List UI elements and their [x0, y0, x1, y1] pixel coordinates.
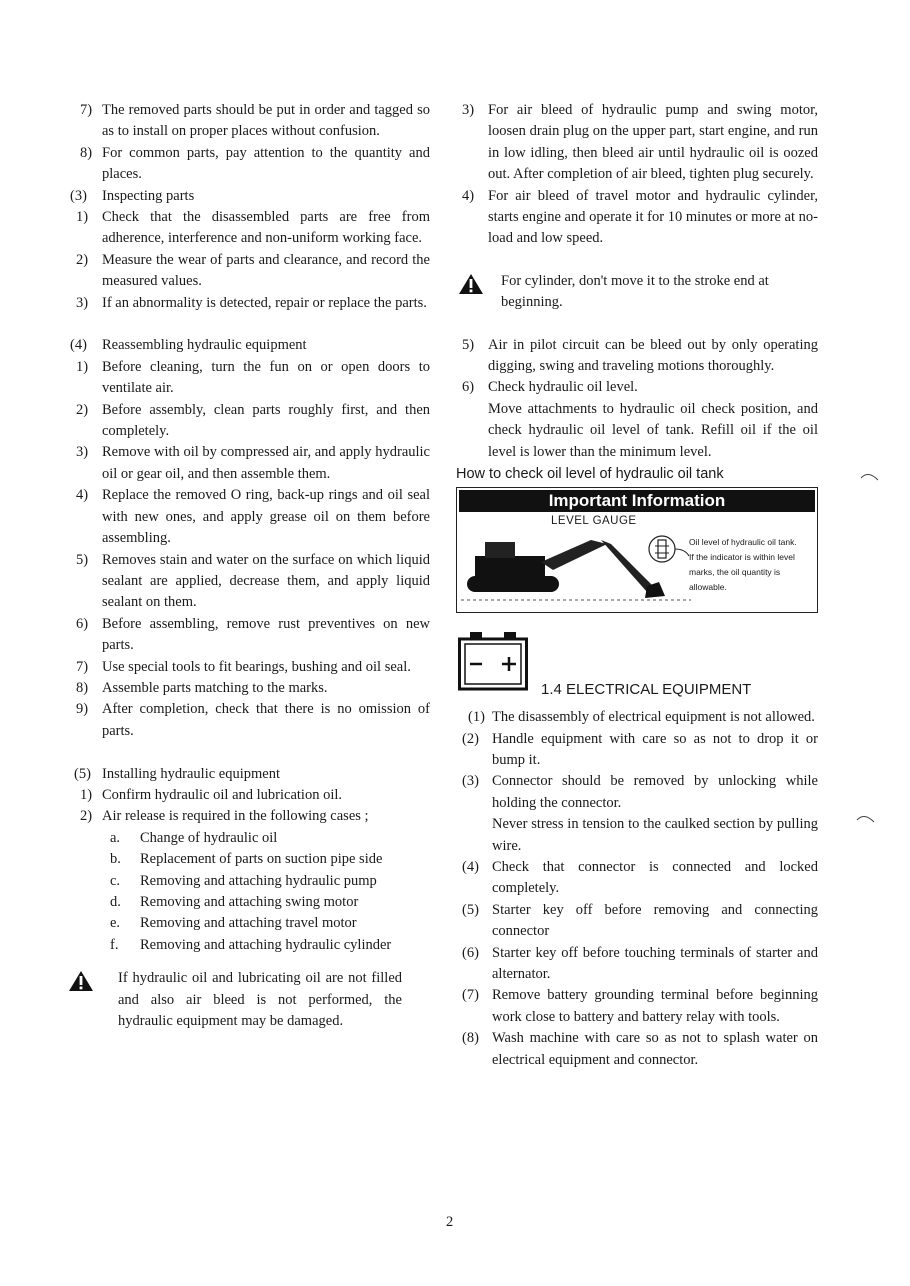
list-item [458, 1028, 818, 1071]
warning-triangle-icon [458, 273, 484, 302]
item-number: 3) [76, 294, 89, 311]
section-heading [68, 335, 430, 356]
list-item [68, 442, 430, 485]
item-text: Removing and attaching swing motor [140, 894, 359, 910]
gauge-note-line: marks, the oil quantity is [689, 567, 781, 578]
list-item [458, 186, 818, 250]
list-item [458, 729, 818, 772]
gauge-note-line: allowable. [689, 582, 727, 593]
page-number: 2 [446, 1214, 454, 1230]
item-number: 7) [80, 102, 93, 118]
list-item [458, 377, 818, 398]
warning-note [68, 968, 402, 1032]
item-text: Installing hydraulic equipment [102, 765, 280, 782]
item-body [458, 399, 818, 463]
item-text: Handle equipment with care so as not to drop it or bump it. [492, 730, 818, 768]
item-number: 1) [80, 786, 93, 803]
item-number: 2) [76, 251, 89, 268]
list-item [458, 985, 818, 1028]
item-text: Wash machine with care so as not to splash water on electrical equipment and connector. [492, 1030, 818, 1068]
list-item [68, 614, 430, 657]
item-text: Measure the wear of parts and clearance, and record the measured values. [102, 251, 430, 290]
item-number: 6) [462, 379, 475, 396]
item-text: Air release is required in the following cases ; [102, 808, 369, 825]
item-text: For air bleed of hydraulic pump and swing motor, loosen drain plug on the upper part, start engine, and run in low idling, then bleed air until hydraulic oil is oozed out. After completion of air bleed, tighten plug securely. [488, 102, 818, 183]
list-item [458, 900, 818, 943]
sub-list-item [68, 871, 430, 892]
item-number: (3) [462, 773, 479, 790]
warning-triangle-icon [68, 970, 94, 999]
item-text: Replacement of parts on suction pipe side [140, 851, 383, 868]
sub-list-item [68, 892, 430, 913]
list-item [68, 143, 430, 186]
list-item [68, 100, 430, 143]
item-number: 3) [76, 444, 89, 461]
item-number: a. [110, 829, 121, 846]
list-item [68, 207, 430, 250]
item-number: b. [110, 851, 121, 868]
item-number: e. [110, 915, 121, 932]
item-text: Replace the removed O ring, back-up rings and oil seal with new ones, and apply grease oil on them before assembling. [102, 487, 430, 547]
list-item [68, 785, 430, 806]
warning-text: If hydraulic oil and lubricating oil are not filled and also air bleed is not performed, the hydraulic equipment may be damaged. [118, 970, 402, 1030]
excavator-illustration [461, 526, 701, 606]
list-item [458, 943, 818, 986]
sub-list-item [68, 828, 430, 849]
item-number: 4) [76, 487, 89, 504]
item-text: Connector should be removed by unlocking while holding the connector. [492, 773, 818, 811]
list-item [68, 806, 430, 827]
item-number: (3) [70, 187, 87, 204]
list-item [68, 485, 430, 549]
list-item [458, 335, 818, 378]
list-item [458, 707, 818, 728]
scan-mark [856, 812, 876, 824]
electrical-section-header [458, 629, 818, 707]
item-number: 1) [76, 209, 89, 226]
list-item [68, 699, 430, 742]
item-text: Check hydraulic oil level. [488, 379, 638, 396]
list-item [68, 550, 430, 614]
section-heading [68, 764, 430, 785]
item-number: (5) [74, 765, 91, 782]
item-number: 3) [462, 102, 475, 118]
item-number: 6) [76, 615, 89, 632]
warning-note [458, 271, 791, 314]
left-column [68, 100, 430, 1032]
right-column [458, 100, 818, 1071]
sub-list-item [68, 913, 430, 934]
item-number: d. [110, 894, 121, 910]
item-text: Starter key off before removing and connecting connector [492, 901, 818, 940]
item-text: Starter key off before touching terminals of starter and alternator. [492, 944, 818, 982]
important-information-box [456, 487, 818, 613]
item-text: Air in pilot circuit can be bleed out by only operating digging, swing and traveling motions thoroughly. [488, 336, 818, 375]
item-number: 1) [76, 358, 89, 375]
item-number: 9) [76, 701, 89, 718]
item-text: Use special tools to fit bearings, bushing and oil seal. [102, 658, 411, 675]
item-number: (7) [462, 987, 479, 1004]
list-item [68, 250, 430, 293]
section-heading [68, 186, 430, 207]
item-text: Reassembling hydraulic equipment [102, 337, 307, 354]
item-text: If an abnormality is detected, repair or replace the parts. [102, 294, 427, 311]
item-text: Check that the disassembled parts are free from adherence, interference and non-uniform working face. [102, 209, 430, 247]
list-item [68, 657, 430, 678]
item-number: (5) [462, 901, 479, 918]
list-item [458, 100, 818, 186]
battery-icon [458, 629, 528, 691]
item-number: 2) [76, 401, 89, 418]
item-text: Never stress in tension to the caulked section by pulling wire. [492, 816, 818, 854]
scan-mark [860, 470, 880, 482]
item-text: Assemble parts matching to the marks. [102, 679, 328, 696]
item-text: For common parts, pay attention to the quantity and places. [102, 144, 430, 183]
list-item [458, 857, 818, 900]
item-number: (2) [462, 730, 479, 747]
item-text: The removed parts should be put in order and tagged so as to install on proper places without confusion. [102, 102, 430, 140]
sub-list-item [68, 849, 430, 870]
list-item [68, 357, 430, 400]
item-text: Removing and attaching hydraulic pump [140, 872, 377, 889]
item-number: (1) [468, 709, 485, 726]
item-number: (8) [462, 1030, 479, 1047]
item-text: Removing and attaching travel motor [140, 915, 357, 932]
item-text: Before cleaning, turn the fun on or open doors to ventilate air. [102, 358, 430, 397]
item-text: Before assembling, remove rust preventives on new parts. [102, 615, 430, 654]
item-number: (4) [462, 858, 479, 875]
item-text: Remove battery grounding terminal before beginning work close to battery and battery relay with tools. [492, 987, 818, 1025]
list-item [68, 400, 430, 443]
item-text: Change of hydraulic oil [140, 829, 278, 846]
item-number: 8) [80, 144, 93, 161]
item-number: 8) [76, 679, 89, 696]
gauge-note-line: If the indicator is within level [689, 552, 795, 563]
warning-text: For cylinder, don't move it to the stroke end at beginning. [501, 272, 769, 311]
item-number: f. [110, 936, 119, 953]
important-information-header: Important Information [459, 490, 815, 512]
item-text: Check that connector is connected and locked completely. [492, 858, 818, 897]
item-text: Inspecting parts [102, 187, 195, 204]
item-number: 7) [76, 658, 89, 675]
item-text: Confirm hydraulic oil and lubrication oil. [102, 786, 343, 803]
item-number: (6) [462, 944, 479, 961]
item-text: Remove with oil by compressed air, and apply hydraulic oil or gear oil, and then assemble them. [102, 444, 430, 482]
gauge-note-line: Oil level of hydraulic oil tank. [689, 537, 797, 548]
electrical-section-title: 1.4 ELECTRICAL EQUIPMENT [541, 681, 752, 699]
item-number: c. [110, 872, 121, 889]
gauge-note [689, 535, 815, 595]
item-text: Removes stain and water on the surface on which liquid sealant are applied, decrease them, and apply liquid sealant on them. [102, 551, 430, 611]
list-item [68, 678, 430, 699]
list-item [458, 771, 818, 814]
item-number: (4) [70, 337, 87, 354]
oil-check-title: How to check oil level of hydraulic oil tank [456, 466, 724, 483]
item-text: After completion, check that there is no omission of parts. [102, 701, 430, 739]
item-text: Move attachments to hydraulic oil check position, and check hydraulic oil level of tank. Refill oil if the oil level is lower than the minimum level. [488, 400, 818, 460]
item-text: Before assembly, clean parts roughly first, and then completely. [102, 401, 430, 440]
list-item-continued [458, 814, 818, 857]
item-number: 2) [80, 808, 93, 825]
item-number: 5) [462, 336, 475, 353]
list-item [68, 293, 430, 314]
item-text: Removing and attaching hydraulic cylinder [140, 936, 392, 953]
item-number: 5) [76, 551, 89, 568]
level-gauge-label: LEVEL GAUGE [551, 515, 637, 528]
sub-list-item [68, 935, 430, 956]
item-number: 4) [462, 187, 475, 204]
item-text: For air bleed of travel motor and hydraulic cylinder, starts engine and operate it for 10 minutes or more at no-load and low speed. [488, 187, 818, 247]
item-text: The disassembly of electrical equipment is not allowed. [492, 709, 815, 726]
